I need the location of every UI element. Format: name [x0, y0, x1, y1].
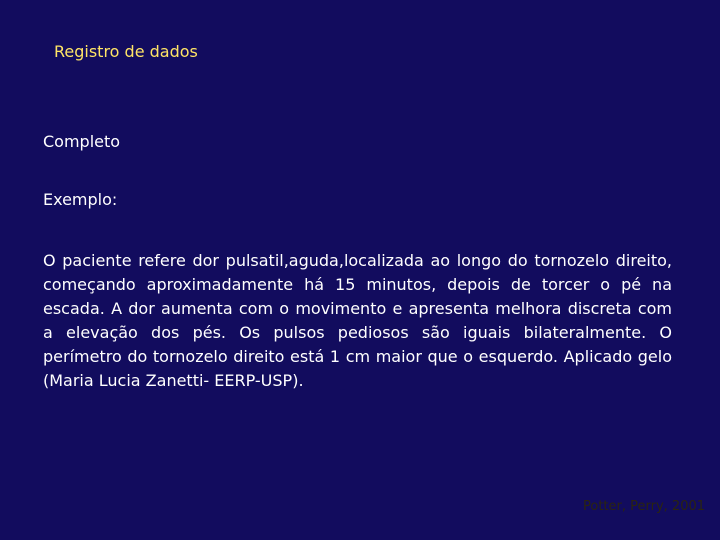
example-paragraph: O paciente refere dor pulsatil,aguda,localizada ao longo do tornozelo direito, começando aproximadamente há 15 minutos, depois de torcer o pé na escada. A dor aumenta com o movimento e apresenta melhora discreta com a elevação dos pés. Os pulsos pediosos são iguais bilateralmente. O perímetro do tornozelo direito está 1 cm maior que o esquerdo. Aplicado gelo (Maria Lucia Zanetti- EERP-USP).	[43, 251, 672, 390]
slide-title: Registro de dados	[54, 42, 198, 61]
citation-text: Potter, Perry, 2001	[583, 499, 706, 514]
completo-label: Completo	[43, 132, 121, 151]
exemplo-label: Exemplo:	[43, 190, 118, 209]
